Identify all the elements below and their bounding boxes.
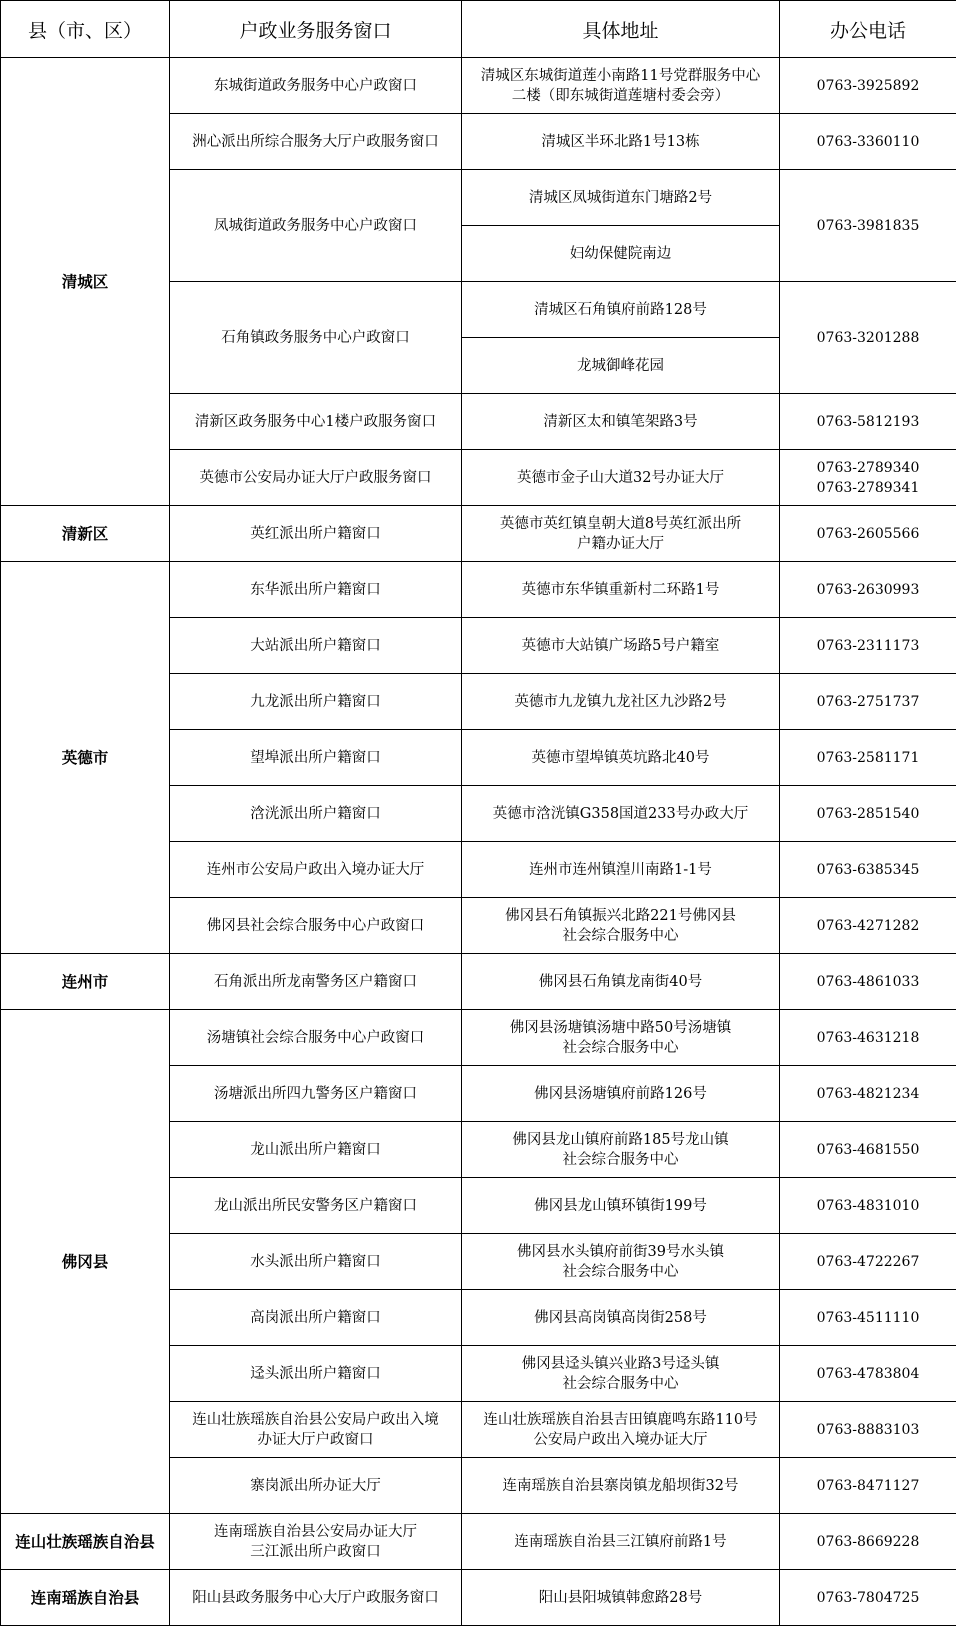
cell-line: 清新区太和镇笔架路3号 bbox=[543, 413, 698, 430]
cell-line: 龙山派出所民安警务区户籍窗口 bbox=[214, 1197, 417, 1214]
cell-line: 社会综合服务中心 bbox=[562, 1375, 679, 1392]
phone-cell bbox=[780, 394, 956, 450]
cell-line: 社会综合服务中心 bbox=[562, 927, 679, 944]
cell-line: 0763-4722267 bbox=[816, 1253, 920, 1270]
address-cell bbox=[462, 842, 780, 898]
cell-line: 0763-2851540 bbox=[816, 805, 920, 822]
cell-line: 凤城街道政务服务中心户政窗口 bbox=[214, 217, 417, 234]
cell-line: 英德市金子山大道32号办证大厅 bbox=[517, 469, 724, 486]
cell-line: 英德市公安局办证大厅户政服务窗口 bbox=[199, 469, 432, 486]
service-window-cell bbox=[170, 1458, 462, 1514]
cell-line: 洲心派出所综合服务大厅户政服务窗口 bbox=[192, 133, 439, 150]
service-window-cell bbox=[170, 1402, 462, 1458]
cell-line: 迳头派出所户籍窗口 bbox=[250, 1365, 381, 1382]
cell-line: 连南瑶族自治县公安局办证大厅 bbox=[214, 1523, 417, 1540]
cell-line: 英德市英红镇皇朝大道8号英红派出所 bbox=[499, 515, 742, 532]
cell-line: 0763-7804725 bbox=[816, 1589, 920, 1606]
address-cell bbox=[462, 1458, 780, 1514]
address-cell bbox=[462, 282, 780, 338]
cell-line: 佛冈县社会综合服务中心户政窗口 bbox=[206, 917, 425, 934]
cell-line: 佛冈县龙山镇环镇街199号 bbox=[534, 1197, 707, 1214]
service-window-cell bbox=[170, 954, 462, 1010]
phone-cell bbox=[780, 114, 956, 170]
cell-line: 英德市九龙镇九龙社区九沙路2号 bbox=[514, 693, 727, 710]
district-cell: 佛冈县 bbox=[1, 1010, 170, 1514]
cell-line: 英德市大站镇广场路5号户籍室 bbox=[521, 637, 720, 654]
cell-line: 连州市连州镇湟川南路1-1号 bbox=[529, 861, 712, 878]
cell-line: 0763-2605566 bbox=[816, 525, 920, 542]
district-cell: 清新区 bbox=[1, 506, 170, 562]
cell-line: 0763-4821234 bbox=[816, 1085, 920, 1102]
cell-line: 0763-4631218 bbox=[816, 1029, 920, 1046]
cell-line: 社会综合服务中心 bbox=[562, 1263, 679, 1280]
address-cell bbox=[462, 58, 780, 114]
table-row bbox=[1, 1010, 956, 1066]
cell-line: 0763-4831010 bbox=[816, 1197, 920, 1214]
cell-line: 阳山县政务服务中心大厅户政服务窗口 bbox=[192, 1589, 439, 1606]
phone-cell bbox=[780, 1178, 956, 1234]
table-header bbox=[1, 1, 956, 58]
cell-line: 公安局户政出入境办证大厅 bbox=[533, 1431, 708, 1448]
header-row bbox=[1, 1, 956, 58]
cell-line: 大站派出所户籍窗口 bbox=[250, 637, 381, 654]
phone-cell bbox=[780, 954, 956, 1010]
cell-line: 望埠派出所户籍窗口 bbox=[250, 749, 381, 766]
district-cell: 连南瑶族自治县 bbox=[1, 1570, 170, 1626]
table-row bbox=[1, 506, 956, 562]
cell-line: 佛冈县迳头镇兴业路3号迳头镇 bbox=[521, 1355, 720, 1372]
phone-cell bbox=[780, 1458, 956, 1514]
phone-cell bbox=[780, 1514, 956, 1570]
cell-line: 三江派出所户政窗口 bbox=[250, 1543, 381, 1560]
cell-line: 英红派出所户籍窗口 bbox=[250, 525, 381, 542]
cell-line: 0763-3981835 bbox=[816, 217, 920, 234]
address-cell bbox=[462, 394, 780, 450]
phone-cell bbox=[780, 1290, 956, 1346]
cell-line: 0763-8883103 bbox=[816, 1421, 920, 1438]
cell-line: 英德市浛洸镇G358国道233号办政大厅 bbox=[492, 805, 749, 822]
address-cell bbox=[462, 506, 780, 562]
cell-line: 连山壮族瑶族自治县公安局户政出入境 bbox=[192, 1411, 439, 1428]
table-row bbox=[1, 562, 956, 618]
address-cell bbox=[462, 338, 780, 394]
cell-line: 连南瑶族自治县寨岗镇龙船坝街32号 bbox=[502, 1477, 739, 1494]
service-window-cell bbox=[170, 618, 462, 674]
service-window-cell bbox=[170, 170, 462, 282]
cell-line: 0763-6385345 bbox=[816, 861, 920, 878]
cell-line: 佛冈县汤塘镇汤塘中路50号汤塘镇 bbox=[509, 1019, 732, 1036]
cell-line: 龙城御峰花园 bbox=[577, 357, 664, 374]
address-cell bbox=[462, 1514, 780, 1570]
cell-line: 高岗派出所户籍窗口 bbox=[250, 1309, 381, 1326]
cell-line: 0763-4783804 bbox=[816, 1365, 920, 1382]
phone-cell bbox=[780, 58, 956, 114]
service-window-cell bbox=[170, 730, 462, 786]
cell-line: 佛冈县汤塘镇府前路126号 bbox=[534, 1085, 707, 1102]
table-row bbox=[1, 58, 956, 114]
address-cell bbox=[462, 1122, 780, 1178]
service-window-cell bbox=[170, 114, 462, 170]
service-window-cell bbox=[170, 1066, 462, 1122]
cell-line: 阳山县阳城镇韩愈路28号 bbox=[538, 1589, 703, 1606]
cell-line: 0763-3925892 bbox=[816, 77, 920, 94]
cell-line: 汤塘镇社会综合服务中心户政窗口 bbox=[206, 1029, 425, 1046]
service-window-cell bbox=[170, 562, 462, 618]
cell-line: 水头派出所户籍窗口 bbox=[250, 1253, 381, 1270]
cell-line: 九龙派出所户籍窗口 bbox=[250, 693, 381, 710]
address-cell bbox=[462, 1234, 780, 1290]
service-window-cell bbox=[170, 450, 462, 506]
cell-line: 佛冈县石角镇龙南街40号 bbox=[538, 973, 703, 990]
cell-line: 0763-2789340 bbox=[816, 459, 920, 476]
cell-line: 二楼（即东城街道莲塘村委会旁） bbox=[511, 87, 730, 104]
cell-line: 清城区石角镇府前路128号 bbox=[534, 301, 707, 318]
service-window-cell bbox=[170, 1514, 462, 1570]
service-window-cell bbox=[170, 674, 462, 730]
phone-cell bbox=[780, 1122, 956, 1178]
cell-line: 0763-2630993 bbox=[816, 581, 920, 598]
phone-cell bbox=[780, 1570, 956, 1626]
cell-line: 0763-8669228 bbox=[816, 1533, 920, 1550]
phone-cell bbox=[780, 170, 956, 282]
header-phone: 办公电话 bbox=[780, 1, 956, 58]
phone-cell bbox=[780, 450, 956, 506]
address-cell bbox=[462, 954, 780, 1010]
cell-line: 佛冈县龙山镇府前路185号龙山镇 bbox=[512, 1131, 729, 1148]
address-cell bbox=[462, 1402, 780, 1458]
address-cell bbox=[462, 1570, 780, 1626]
address-cell bbox=[462, 1178, 780, 1234]
cell-line: 0763-2581171 bbox=[816, 749, 920, 766]
phone-cell bbox=[780, 618, 956, 674]
cell-line: 连南瑶族自治县三江镇府前路1号 bbox=[514, 1533, 727, 1550]
cell-line: 龙山派出所户籍窗口 bbox=[250, 1141, 381, 1158]
service-window-cell bbox=[170, 1122, 462, 1178]
table-body bbox=[1, 58, 956, 1626]
address-cell bbox=[462, 1066, 780, 1122]
cell-line: 石角镇政务服务中心户政窗口 bbox=[221, 329, 410, 346]
address-cell bbox=[462, 898, 780, 954]
cell-line: 浛洸派出所户籍窗口 bbox=[250, 805, 381, 822]
table-row bbox=[1, 954, 956, 1010]
cell-line: 0763-4681550 bbox=[816, 1141, 920, 1158]
cell-line: 0763-5812193 bbox=[816, 413, 920, 430]
cell-line: 0763-3201288 bbox=[816, 329, 920, 346]
header-county: 县（市、区） bbox=[1, 1, 170, 58]
cell-line: 汤塘派出所四九警务区户籍窗口 bbox=[214, 1085, 417, 1102]
cell-line: 佛冈县石角镇振兴北路221号佛冈县 bbox=[505, 907, 736, 924]
cell-line: 清新区政务服务中心1楼户政服务窗口 bbox=[194, 413, 437, 430]
address-cell bbox=[462, 1010, 780, 1066]
address-cell bbox=[462, 1346, 780, 1402]
phone-cell bbox=[780, 506, 956, 562]
district-cell: 连山壮族瑶族自治县 bbox=[1, 1514, 170, 1570]
phone-cell bbox=[780, 282, 956, 394]
address-cell bbox=[462, 562, 780, 618]
table-row bbox=[1, 1570, 956, 1626]
phone-cell bbox=[780, 1066, 956, 1122]
phone-cell bbox=[780, 1234, 956, 1290]
service-window-cell bbox=[170, 1570, 462, 1626]
phone-cell bbox=[780, 1346, 956, 1402]
cell-line: 0763-2789341 bbox=[816, 479, 920, 496]
service-window-cell bbox=[170, 786, 462, 842]
header-address: 具体地址 bbox=[462, 1, 780, 58]
phone-cell bbox=[780, 842, 956, 898]
cell-line: 佛冈县水头镇府前街39号水头镇 bbox=[517, 1243, 724, 1260]
address-cell bbox=[462, 450, 780, 506]
address-cell bbox=[462, 786, 780, 842]
cell-line: 办证大厅户政窗口 bbox=[257, 1431, 374, 1448]
service-window-cell bbox=[170, 394, 462, 450]
cell-line: 东城街道政务服务中心户政窗口 bbox=[214, 77, 417, 94]
cell-line: 0763-2311173 bbox=[816, 637, 920, 654]
service-window-cell bbox=[170, 282, 462, 394]
cell-line: 妇幼保健院南边 bbox=[569, 245, 672, 262]
cell-line: 0763-4271282 bbox=[816, 917, 920, 934]
cell-line: 0763-3360110 bbox=[816, 133, 920, 150]
service-window-cell bbox=[170, 1290, 462, 1346]
cell-line: 0763-8471127 bbox=[816, 1477, 920, 1494]
address-cell bbox=[462, 170, 780, 226]
cell-line: 清城区东城街道莲小南路11号党群服务中心 bbox=[480, 67, 761, 84]
cell-line: 寨岗派出所办证大厅 bbox=[250, 1477, 381, 1494]
address-cell bbox=[462, 226, 780, 282]
cell-line: 0763-2751737 bbox=[816, 693, 920, 710]
cell-line: 清城区凤城街道东门塘路2号 bbox=[528, 189, 713, 206]
cell-line: 0763-4511110 bbox=[816, 1309, 920, 1326]
address-cell bbox=[462, 618, 780, 674]
service-window-cell bbox=[170, 1346, 462, 1402]
service-window-cell bbox=[170, 58, 462, 114]
cell-line: 社会综合服务中心 bbox=[562, 1151, 679, 1168]
address-cell bbox=[462, 674, 780, 730]
phone-cell bbox=[780, 562, 956, 618]
phone-cell bbox=[780, 1010, 956, 1066]
header-service-window: 户政业务服务窗口 bbox=[170, 1, 462, 58]
cell-line: 英德市望埠镇英坑路北40号 bbox=[531, 749, 710, 766]
service-window-cell bbox=[170, 898, 462, 954]
table-row bbox=[1, 1514, 956, 1570]
phone-cell bbox=[780, 786, 956, 842]
cell-line: 0763-4861033 bbox=[816, 973, 920, 990]
district-cell: 清城区 bbox=[1, 58, 170, 506]
district-cell: 连州市 bbox=[1, 954, 170, 1010]
service-window-cell bbox=[170, 1234, 462, 1290]
cell-line: 连山壮族瑶族自治县吉田镇鹿鸣东路110号 bbox=[483, 1411, 758, 1428]
service-window-cell bbox=[170, 1178, 462, 1234]
cell-line: 石角派出所龙南警务区户籍窗口 bbox=[214, 973, 417, 990]
cell-line: 户籍办证大厅 bbox=[577, 535, 664, 552]
phone-cell bbox=[780, 1402, 956, 1458]
service-window-cell bbox=[170, 842, 462, 898]
service-window-cell bbox=[170, 506, 462, 562]
address-cell bbox=[462, 114, 780, 170]
cell-line: 清城区半环北路1号13栋 bbox=[541, 133, 700, 150]
district-cell: 英德市 bbox=[1, 562, 170, 954]
phone-cell bbox=[780, 898, 956, 954]
phone-cell bbox=[780, 730, 956, 786]
cell-line: 社会综合服务中心 bbox=[562, 1039, 679, 1056]
phone-cell bbox=[780, 674, 956, 730]
cell-line: 英德市东华镇重新村二环路1号 bbox=[521, 581, 720, 598]
cell-line: 东华派出所户籍窗口 bbox=[250, 581, 381, 598]
address-cell bbox=[462, 1290, 780, 1346]
service-window-cell bbox=[170, 1010, 462, 1066]
address-cell bbox=[462, 730, 780, 786]
cell-line: 佛冈县高岗镇高岗街258号 bbox=[534, 1309, 707, 1326]
cell-line: 连州市公安局户政出入境办证大厅 bbox=[206, 861, 425, 878]
